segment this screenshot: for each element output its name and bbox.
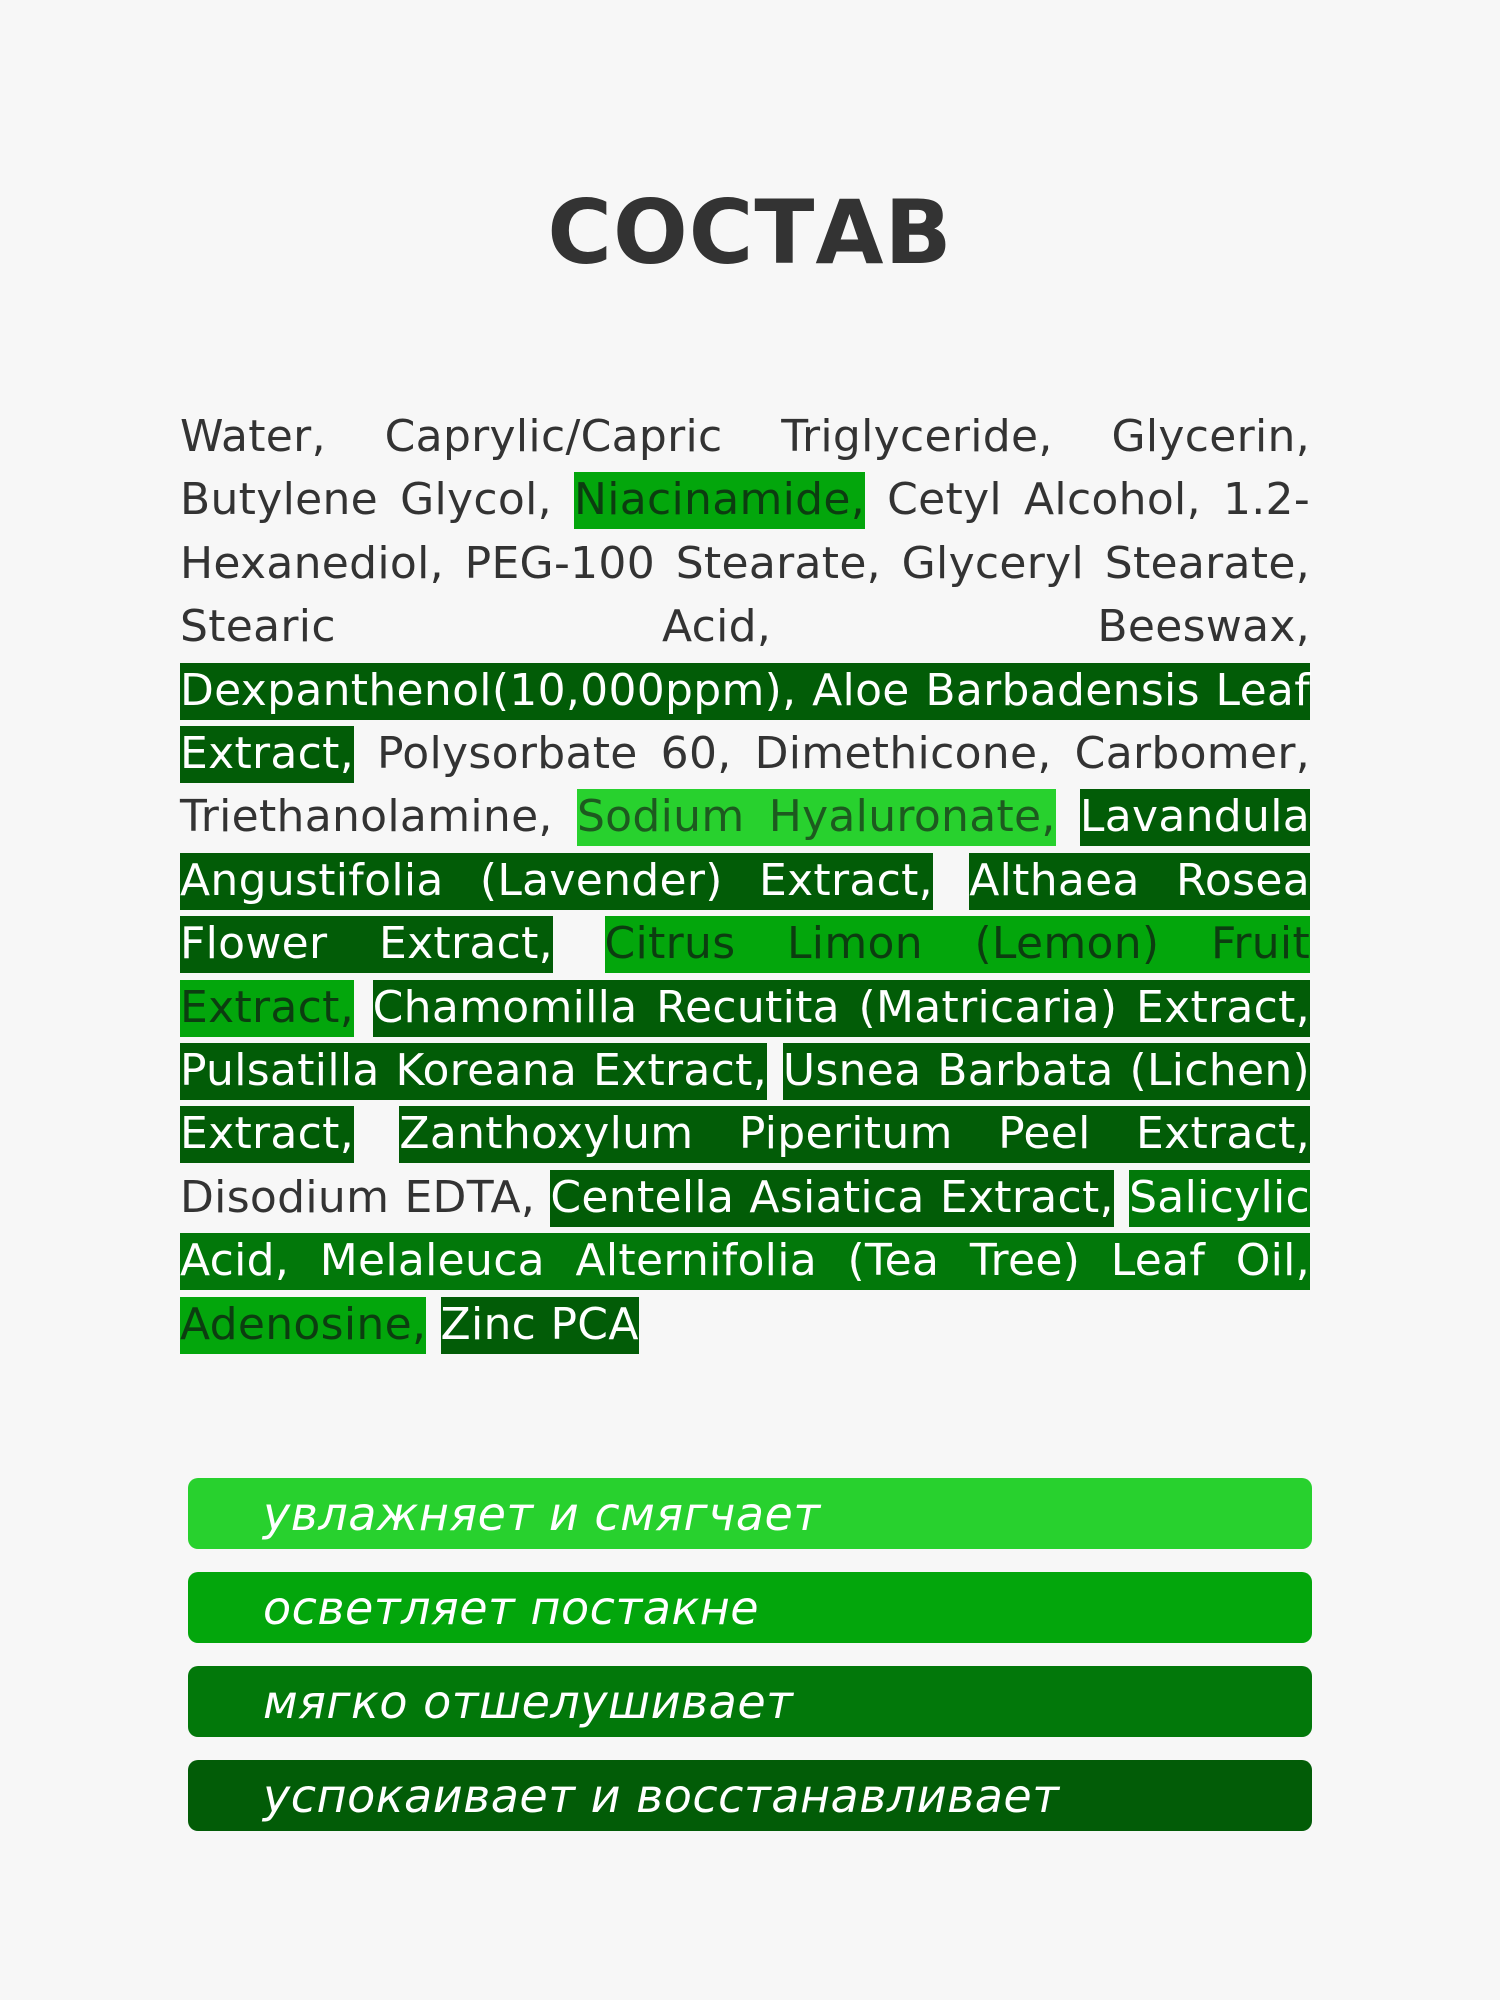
ingredient: Butylene Glycol, [180,474,552,526]
benefit-label: успокаивает и восстанавливает [263,1768,1060,1823]
highlighted-ingredient: Citrus Limon (Lemon) Fruit Extract, [180,916,1310,1036]
benefits-list [188,1478,1312,1854]
ingredient: Glycerin, [1111,411,1310,462]
highlighted-ingredient: Zanthoxylum Piperitum Peel Extract, [399,1106,1310,1163]
benefit-badge [188,1572,1312,1643]
highlighted-ingredient: Chamomilla Recutita (Matricaria) Extract, [373,980,1310,1037]
ingredient: Caprylic/Capric [384,411,723,462]
page-title: СОСТАВ [547,181,953,284]
ingredients-list [180,405,1310,1356]
highlighted-ingredient: Usnea Barbata (Lichen) Extract, [180,1043,1310,1163]
ingredient: Triglyceride, [781,411,1053,462]
benefit-badge [188,1666,1312,1737]
benefit-badge [188,1760,1312,1831]
highlighted-ingredient: Althaea Rosea Flower Extract, [180,853,1310,973]
highlighted-ingredient: Sodium Hyaluronate, [577,789,1056,846]
highlighted-ingredient: Pulsatilla Koreana Extract, [180,1043,767,1100]
highlighted-ingredient: Centella Asiatica Extract, [550,1170,1113,1227]
ingredient: Water, [180,411,326,462]
highlighted-ingredient: Lavandula Angustifolia (Lavender) Extract, [180,789,1310,909]
highlighted-ingredient: Zinc PCA [441,1297,639,1354]
highlighted-ingredient: Dexpanthenol(10,000ppm), Aloe Barbadensis Leaf Extract, [180,663,1310,783]
highlighted-ingredient: Salicylic Acid, Melaleuca Alternifolia (Tea Tree) Leaf Oil, [180,1170,1310,1290]
benefit-label: мягко отшелушивает [263,1674,794,1729]
ingredient: Polysorbate 60, Dimethicone, Carbomer, Triethanolamine, [180,728,1310,843]
ingredient: Cetyl Alcohol, 1.2-Hexanediol, PEG-100 Stearate, Glyceryl Stearate, Stearic Acid, Beeswax, [180,474,1310,653]
benefit-badge [188,1478,1312,1549]
benefit-label: увлажняет и смягчает [263,1486,821,1541]
highlighted-ingredient: Niacinamide, [574,472,865,529]
benefit-label: осветляет постакне [263,1580,760,1635]
ingredient: Disodium EDTA, [180,1171,536,1223]
highlighted-ingredient: Adenosine, [180,1297,426,1354]
